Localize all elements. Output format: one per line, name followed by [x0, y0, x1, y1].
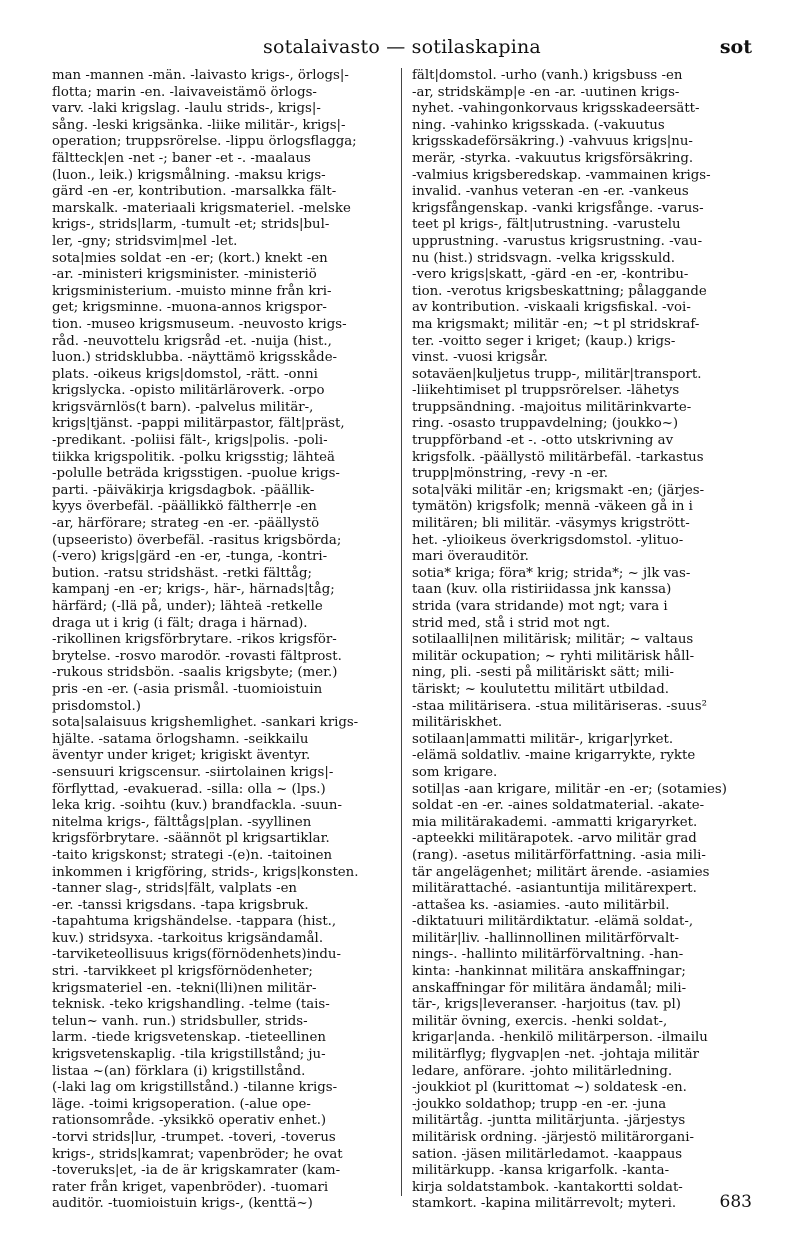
running-head: sotalaivasto — sotilaskapina [263, 36, 541, 58]
page-number: 683 [719, 1192, 752, 1212]
column-divider [401, 68, 402, 1196]
right-column-text: fält|domstol. -urho (vanh.) krigsbuss -en -ar, stridskämp|e -en -ar. -uutinen krigs- nyhet. -vahingonkorvaus krigsskadeersätt- ning. -vahinko krigsskada. (-vakuutus krigsskadeförsäkring.) -vahvuus krigs|nu- merär, -styrka. -vakuutus krigsförsäkring. -valmius krigsberedskap. -vammainen krigs- invalid. -vanhus veteran -en -er. -vankeus krigsfångenskap. -vanki krigsfånge. -varus- teet pl krigs-, fält|utrustning. -varustelu upprustning. -varustus krigsrustning. -vau- nu (hist.) stridsvagn. -velka krigsskuld. -vero krigs|skatt, -gärd -en -er, -kontribu- tion. -verotus krigsbeskattning; pålaggande av kontribution. -viskaali krigsfiskal. -voi- ma krigsmakt; militär -en; ~t pl stridskraf- ter. -voitto seger i kriget; (kaup.) krigs- vinst. -vuosi krigsår. sotaväen|kuljetus trupp-, militär|transport. -liikehtimiset pl truppsrörelser. -lähetys truppsändning. -majoitus militärinkvarte- ring. -osasto truppavdelning; (joukko~) truppförband -et -. -otto utskrivning av krigsfolk. -päällystö militärbefäl. -tarkastus trupp|mönstring, -revy -n -er. sota|väki militär -en; krigsmakt -en; (järjes- tymätön) krigsfolk; mennä -väkeen gå in i militären; bli militär. -väsymys krigstrött- het. -ylioikeus överkrigsdomstol. -ylituo- mari överauditör. sotia* kriga; föra* krig; strida*; ~ jlk vas- taan (kuv. olla ristiriidassa jnk kanssa) strida (vara stridande) mot ngt; vara i strid med, stå i strid mot ngt. sotilaalli|nen militärisk; militär; ~ valtaus militär ockupation; ~ ryhti militärisk håll- ning, pli. -sesti på militäriskt sätt; mili- täriskt; ~ koulutettu militärt utbildad. -staa militärisera. -stua militäriseras. -suus² militäriskhet. sotilaan|ammatti militär-, krigar|yrket. -elämä soldatliv. -maine krigarrykte, rykte som krigare. sotil|as -aan krigare, militär -en -er; (sotamies) soldat -en -er. -aines soldatmaterial. -akate- mia militärakademi. -ammatti krigaryrket. -apteekki militärapotek. -arvo militär grad (rang). -asetus militärförfattning. -asia mili- tär angelägenhet; militärt ärende. -asiamies militärattaché. -asiantuntija militärexpert. -attašea ks. -asiamies. -auto militärbil. -diktatuuri militärdiktatur. -elämä soldat-, militär|liv. -hallinnollinen militärförvalt- nings-. -hallinto militärförvaltning. -han- kinta: -hankinnat militära anskaffningar; anskaffningar för militära ändamål; mili- tär-, krigs|leveranser. -harjoitus (tav. pl) militär övning, exercis. -henki soldat-, krigar|anda. -henkilö militärperson. -ilmailu militärflyg; flygvap|en -net. -johtaja militär ledare, anförare. -johto militärledning. -joukkiot pl (kurittomat ~) soldatesk -en. -joukko soldathop; trupp -en -er. -juna militärtåg. -juntta militärjunta. -järjestys militärisk ordning. -järjestö militärorgani- sation. -jäsen militärledamot. -kaappaus militärkupp. -kansa krigarfolk. -kanta- kirja soldatstambok. -kantakortti soldat- stamkort. -kapina militärrevolt; myteri. [412, 68, 727, 1212]
left-column-text: man -mannen -män. -laivasto krigs-, örlogs|- flotta; marin -en. -laivaveistämö örlogs- varv. -laki krigslag. -laulu strids-, krigs|- sång. -leski krigsänka. -liike militär-, krigs|- operation; truppsrörelse. -lippu örlogsflagga; fältteck|en -net -; baner -et -. -maalaus (luon., leik.) krigsmålning. -maksu krigs- gärd -en -er, kontribution. -marsalkka fält- marskalk. -materiaali krigsmateriel. -melske krigs-, strids|larm, -tumult -et; strids|bul- ler, -gny; stridsvim|mel -let. sota|mies soldat -en -er; (kort.) knekt -en -ar. -ministeri krigsminister. -ministeriö krigsministerium. -muisto minne från kri- get; krigsminne. -muona-annos krigspor- tion. -museo krigsmuseum. -neuvosto krigs- råd. -neuvottelu krigsråd -et. -nuija (hist., luon.) stridsklubba. -näyttämö krigsskåde- plats. -oikeus krigs|domstol, -rätt. -onni krigslycka. -opisto militärläroverk. -orpo krigsvärnlös(t barn). -palvelus militär-, krigs|tjänst. -pappi militärpastor, fält|präst, -predikant. -poliisi fält-, krigs|polis. -poli- tiikka krigspolitik. -polku krigsstig; lähteä -polulle beträda krigsstigen. -puolue krigs- parti. -päiväkirja krigsdagbok. -päällik- kyys överbefäl. -päällikkö fältherr|e -en -ar, härförare; strateg -en -er. -päällystö (upseeristo) överbefäl. -rasitus krigsbörda; (-vero) krigs|gärd -en -er, -tunga, -kontri- bution. -ratsu stridshäst. -retki fälttåg; kampanj -en -er; krigs-, här-, härnads|tåg; härfärd; (-llä på, under); lähteä -retkelle draga ut i krig (i fält; draga i härnad). -rikollinen krigsförbrytare. -rikos krigsför- brytelse. -rosvo marodör. -rovasti fältprost. -rukous stridsbön. -saalis krigsbyte; (mer.) pris -en -er. (-asia prismål. -tuomioistuin prisdomstol.) sota|salaisuus krigshemlighet. -sankari krigs- hjälte. -satama örlogshamn. -seikkailu äventyr under kriget; krigiskt äventyr. -sensuuri krigscensur. -siirtolainen krigs|- förflyttad, -evakuerad. -silla: olla ~ (lps.) leka krig. -soihtu (kuv.) brandfackla. -suun- nitelma krigs-, fälttågs|plan. -syyllinen krigsförbrytare. -säännöt pl krigsartiklar. -taito krigskonst; strategi -(e)n. -taitoinen inkommen i krigföring, strids-, krigs|konsten. -tanner slag-, strids|fält, valplats -en -er. -tanssi krigsdans. -tapa krigsbruk. -tapahtuma krigshändelse. -tappara (hist., kuv.) stridsyxa. -tarkoitus krigsändamål. -tarviketeollisuus krigs(förnödenhets)indu- stri. -tarvikkeet pl krigsförnödenheter; krigsmateriel -en. -tekni(lli)nen militär- teknisk. -teko krigshandling. -telme (tais- telun~ vanh. run.) stridsbuller, strids- larm. -tiede krigsvetenskap. -tieteellinen krigsvetenskaplig. -tila krigstillstånd; ju- listaa ~(an) förklara (i) krigstillstånd. (-laki lag om krigstillstånd.) -tilanne krigs- läge. -toimi krigsoperation. (-alue ope- rationsområde. -yksikkö operativ enhet.) -torvi strids|lur, -trumpet. -toveri, -toverus krigs-, strids|kamrat; vapenbröder; he ovat -toveruks|et, -ia de är krigskamrater (kam- rater från kriget, vapenbröder). -tuomari auditör. -tuomioistuin krigs-, (kenttä~) [52, 68, 359, 1212]
page-header [52, 36, 752, 66]
guide-word: sot [719, 36, 752, 58]
